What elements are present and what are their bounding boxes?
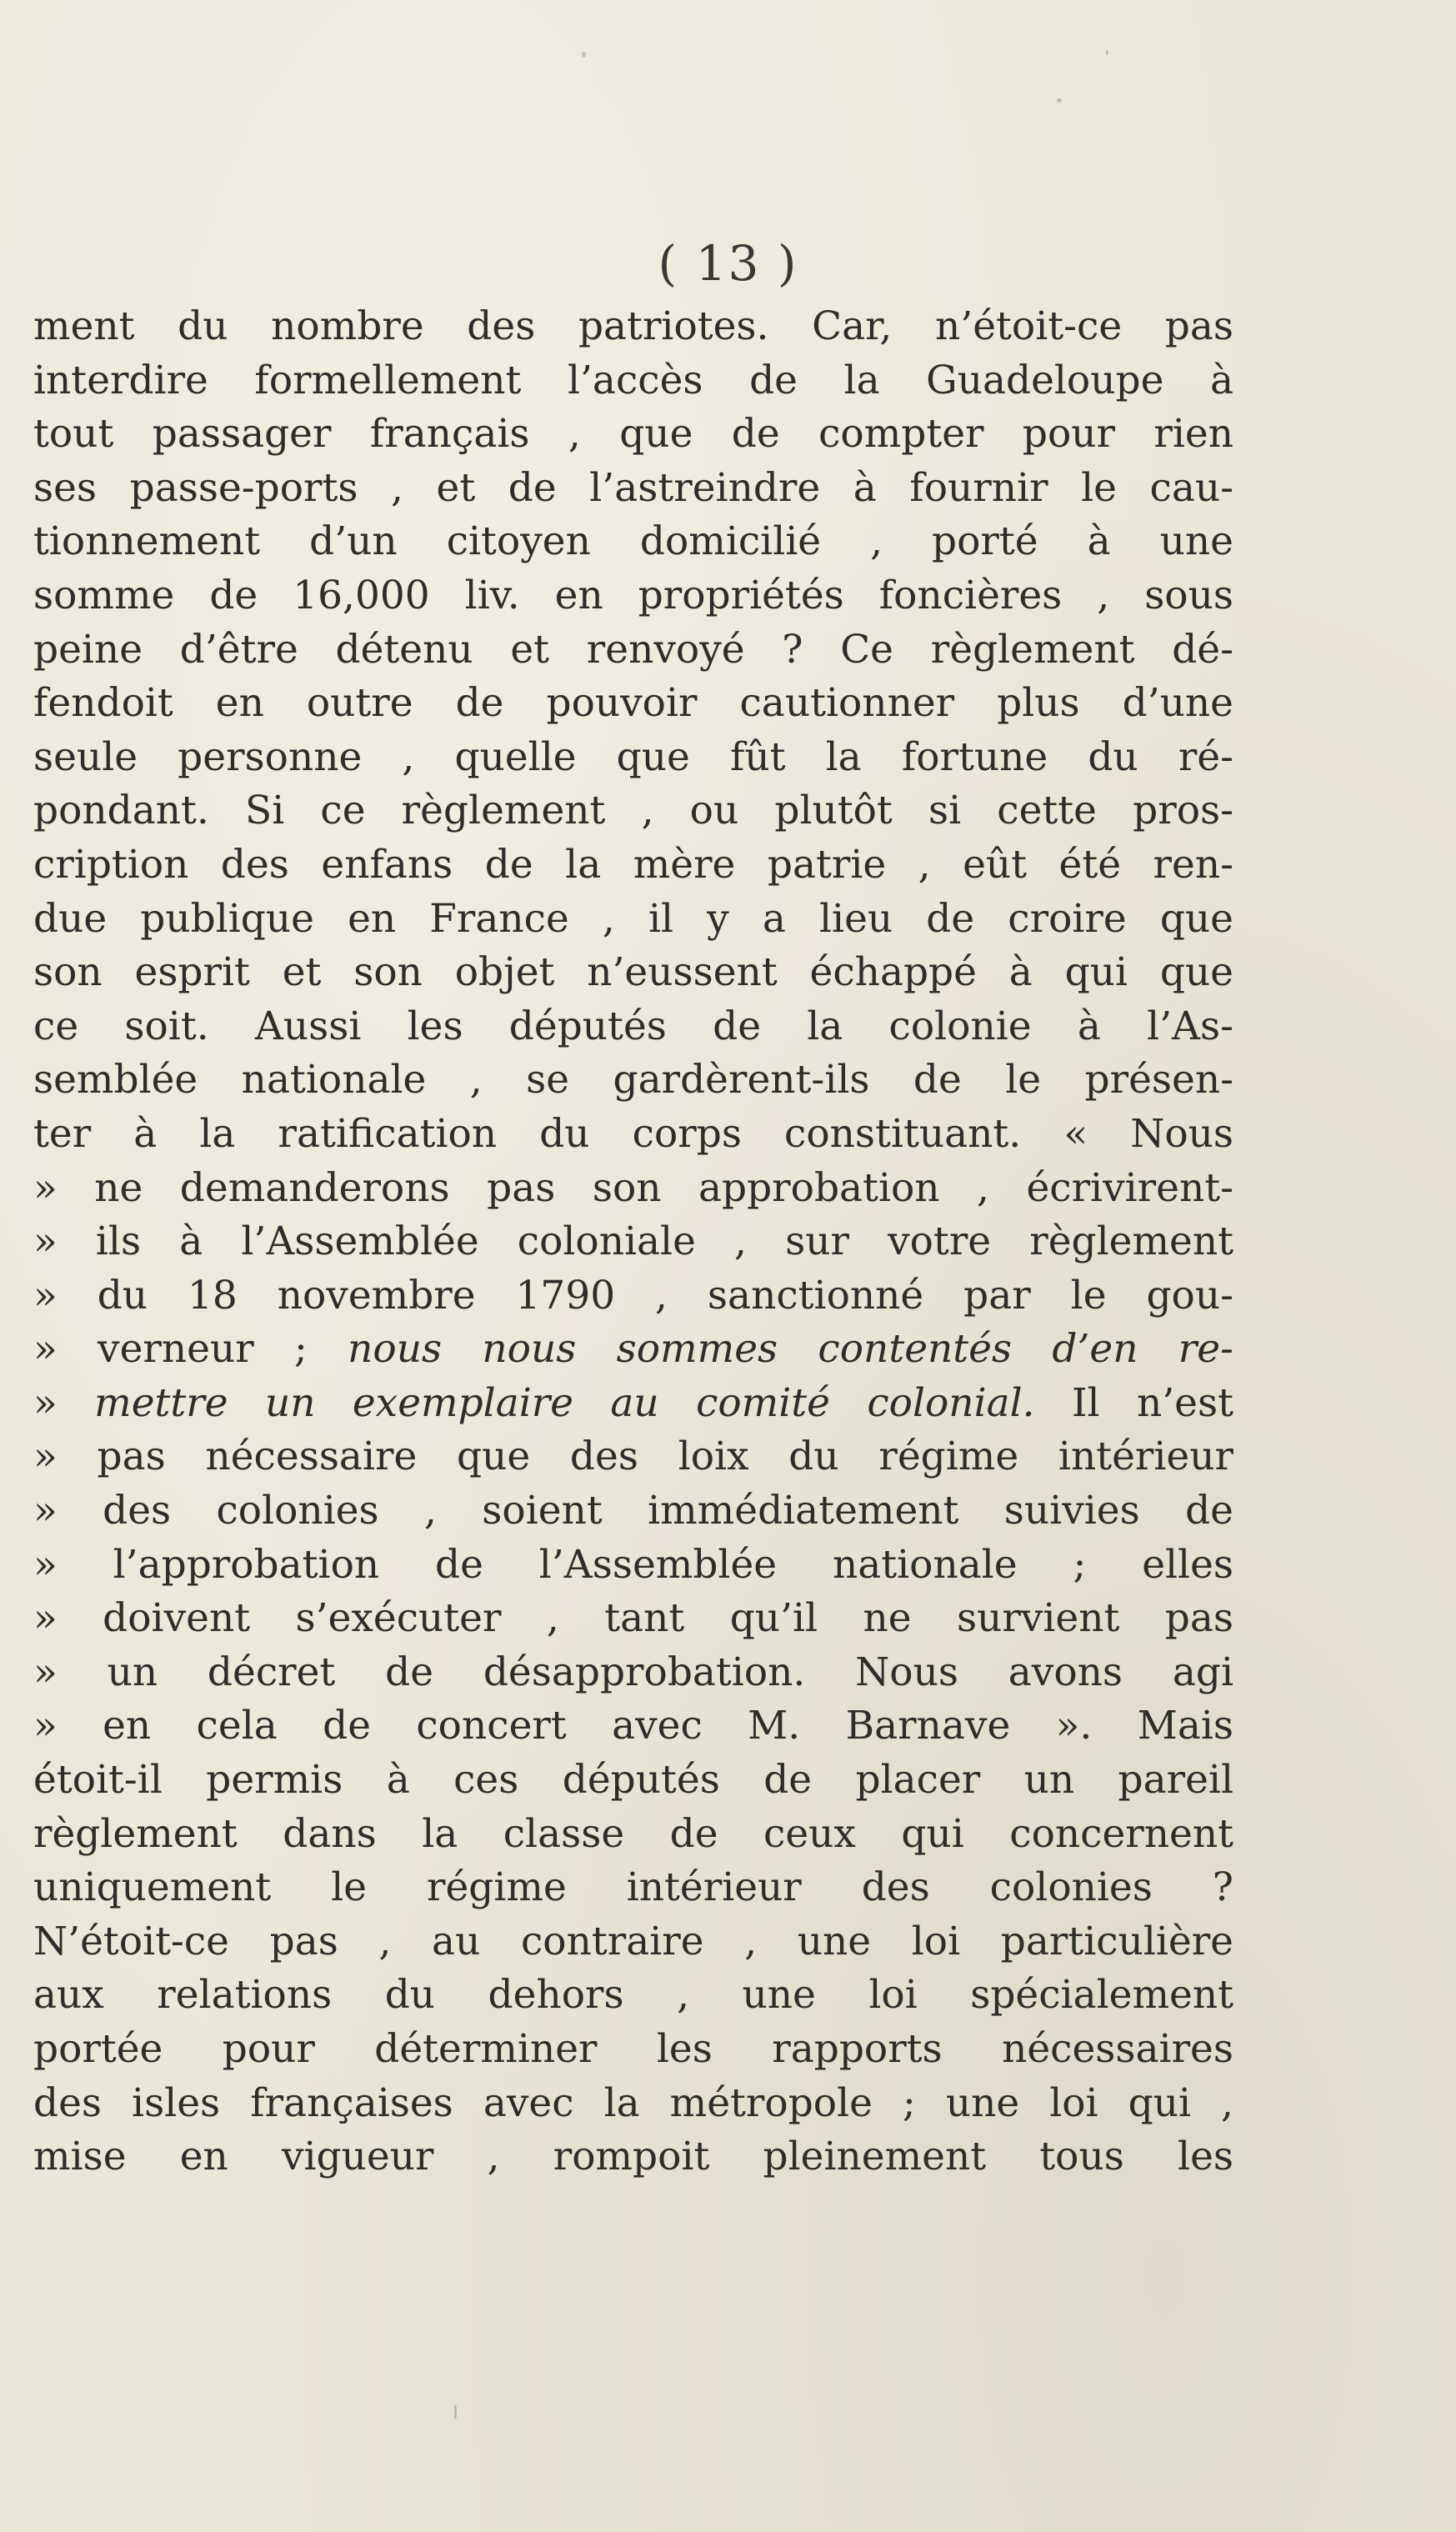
text-line: fendoit en outre de pouvoir cautionner plus d’une — [33, 680, 1233, 727]
text-line: portée pour déterminer les rapports nécessaires — [33, 2026, 1233, 2072]
text-line: aux relations du dehors , une loi spécialement — [33, 1972, 1233, 2019]
text-line: mise en vigueur , rompoit pleinement tous les — [33, 2134, 1233, 2180]
text-line: cription des enfans de la mère patrie , eût été ren- — [33, 841, 1233, 888]
text-line-mixed — [33, 1377, 1233, 1431]
text-line: » doivent s’exécuter , tant qu’il ne survient pas — [33, 1595, 1233, 1642]
text-line: peine d’être détenu et renvoyé ? Ce règlement dé- — [33, 626, 1233, 673]
text-line: N’étoit-ce pas , au contraire , une loi particulière — [33, 1918, 1233, 1964]
text-line-mixed — [33, 1323, 1233, 1377]
text-line: ce soit. Aussi les députés de la colonie à l’As- — [33, 1003, 1233, 1049]
text-line: son esprit et son objet n’eussent échappé à qui que — [33, 949, 1233, 996]
text-line: tout passager français , que de compter pour rien — [33, 411, 1233, 458]
text-line: règlement dans la classe de ceux qui concernent — [33, 1810, 1233, 1857]
paper-speck — [582, 52, 586, 58]
paper-speck — [1106, 50, 1108, 55]
text-line: » en cela de concert avec M. Barnave ». Mais — [33, 1703, 1233, 1749]
text-line: » ils à l’Assemblée coloniale , sur votre règlement — [33, 1218, 1233, 1265]
text-line: seule personne , quelle que fût la fortune du ré- — [33, 733, 1233, 780]
text-line: due publique en France , il y a lieu de croire que — [33, 895, 1233, 942]
paper-speck — [1057, 98, 1062, 103]
text-segment: » — [33, 1379, 95, 1426]
text-line: somme de 16,000 liv. en propriétés foncières , sous — [33, 572, 1233, 618]
text-line: étoit-il permis à ces députés de placer un pareil — [33, 1757, 1233, 1804]
text-line: » l’approbation de l’Assemblée nationale ; elles — [33, 1541, 1233, 1588]
text-line: ment du nombre des patriotes. Car, n’étoit-ce pas — [33, 303, 1233, 349]
text-line: » un décret de désapprobation. Nous avons agi — [33, 1649, 1233, 1695]
text-line: pondant. Si ce règlement , ou plutôt si cette pros- — [33, 788, 1233, 834]
text-line: des isles françaises avec la métropole ; une loi qui , — [33, 2079, 1233, 2126]
text-line: ter à la ratification du corps constituant. « Nous — [33, 1110, 1233, 1157]
italic-text: mettre un exemplaire au comité colonial. — [94, 1379, 1035, 1426]
text-line: tionnement d’un citoyen domicilié , porté à une — [33, 518, 1233, 565]
text-line: uniquement le régime intérieur des colonies ? — [33, 1864, 1233, 1911]
text-line: ses passe-ports , et de l’astreindre à fournir le cau- — [33, 464, 1233, 511]
page-number: ( 13 ) — [658, 235, 798, 292]
text-segment: » verneur ; — [33, 1326, 308, 1373]
text-line: » pas nécessaire que des loix du régime intérieur — [33, 1434, 1233, 1480]
text-line: » du 18 novembre 1790 , sanctionné par le gou- — [33, 1272, 1233, 1319]
text-line: » des colonies , soient immédiatement suivies de — [33, 1488, 1233, 1534]
text-line: interdire formellement l’accès de la Guadeloupe à — [33, 357, 1233, 403]
text-segment: Il n’est — [1034, 1379, 1233, 1426]
paper-speck — [454, 2404, 457, 2419]
text-line: semblée nationale , se gardèrent-ils de le présen- — [33, 1057, 1233, 1103]
text-line: » ne demanderons pas son approbation , écrivirent- — [33, 1164, 1233, 1211]
italic-text: nous nous sommes contentés d’en re- — [348, 1326, 1233, 1373]
body-text — [33, 300, 1233, 2184]
